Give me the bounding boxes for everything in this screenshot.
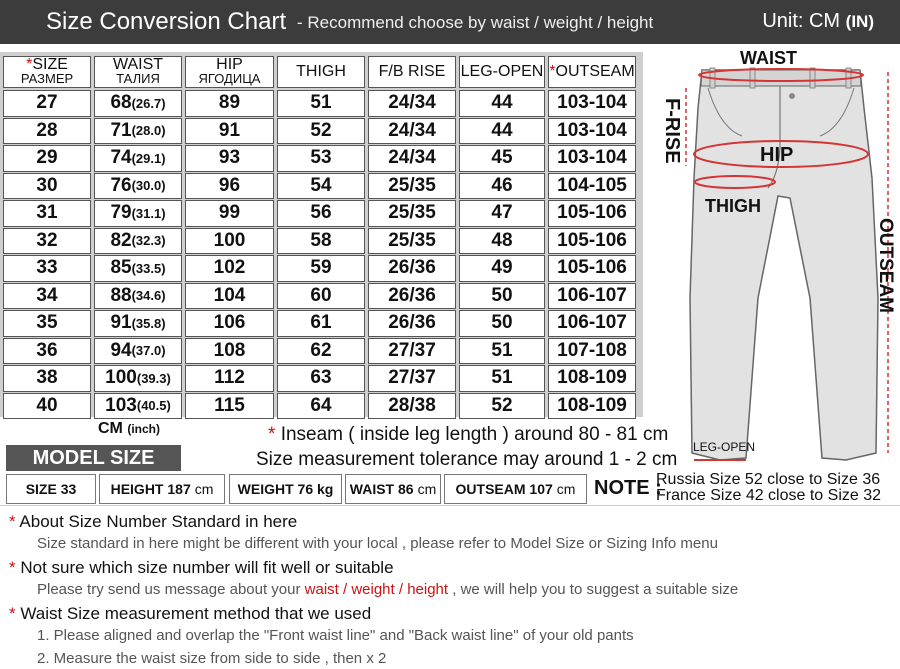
model-size-cell: WAIST 86 cm bbox=[345, 474, 441, 504]
table-cell-waist: 91 (35.8) bbox=[94, 310, 182, 337]
table-cell-outseam: 108-109 bbox=[548, 393, 636, 420]
table-cell-leg: 50 bbox=[459, 283, 545, 310]
table-cell-outseam: 103-104 bbox=[548, 118, 636, 145]
table-cell-rise: 24/34 bbox=[368, 90, 456, 117]
table-cell-rise: 24/34 bbox=[368, 145, 456, 172]
table-cell-outseam: 103-104 bbox=[548, 145, 636, 172]
table-cell-hip: 99 bbox=[185, 200, 274, 227]
table-cell-rise: 27/37 bbox=[368, 338, 456, 365]
table-cell-waist: 88 (34.6) bbox=[94, 283, 182, 310]
table-cell-hip: 91 bbox=[185, 118, 274, 145]
table-cell-hip: 96 bbox=[185, 173, 274, 200]
table-cell-size: 30 bbox=[3, 173, 91, 200]
table-cell-leg: 51 bbox=[459, 338, 545, 365]
model-size-cell: OUTSEAM 107 cm bbox=[444, 474, 587, 504]
table-cell-waist: 79 (31.1) bbox=[94, 200, 182, 227]
table-cell-leg: 46 bbox=[459, 173, 545, 200]
info-item-2-title: * Not sure which size number will fit well or suitable bbox=[9, 558, 394, 577]
header-bar bbox=[0, 0, 900, 44]
table-cell-rise: 26/36 bbox=[368, 283, 456, 310]
table-cell-outseam: 104-105 bbox=[548, 173, 636, 200]
table-cell-leg: 52 bbox=[459, 393, 545, 420]
table-header-cell: *SIZE РАЗМЕР bbox=[3, 56, 91, 88]
table-header-cell: *OUTSEAM bbox=[548, 56, 636, 88]
table-cell-size: 34 bbox=[3, 283, 91, 310]
table-cell-thigh: 64 bbox=[277, 393, 365, 420]
diagram-f-rise: F-RISE bbox=[661, 98, 683, 164]
table-cell-hip: 112 bbox=[185, 365, 274, 392]
table-cell-leg: 48 bbox=[459, 228, 545, 255]
table-cell-size: 36 bbox=[3, 338, 91, 365]
table-cell-hip: 106 bbox=[185, 310, 274, 337]
table-cell-waist: 85 (33.5) bbox=[94, 255, 182, 282]
table-cell-rise: 24/34 bbox=[368, 118, 456, 145]
table-cell-hip: 104 bbox=[185, 283, 274, 310]
info-item-1-title: * About Size Number Standard in here bbox=[9, 512, 298, 531]
table-cell-leg: 50 bbox=[459, 310, 545, 337]
table-cell-hip: 89 bbox=[185, 90, 274, 117]
model-size-cell: SIZE 33 bbox=[6, 474, 96, 504]
diagram-waist: WAIST bbox=[740, 48, 797, 68]
note-russia: Russia Size 52 close to Size 36 bbox=[656, 471, 881, 488]
table-cell-outseam: 105-106 bbox=[548, 200, 636, 227]
table-cell-thigh: 52 bbox=[277, 118, 365, 145]
table-cell-outseam: 106-107 bbox=[548, 310, 636, 337]
diagram-outseam: OUTSEAM bbox=[875, 218, 896, 313]
table-cell-hip: 102 bbox=[185, 255, 274, 282]
table-cell-size: 27 bbox=[3, 90, 91, 117]
table-cell-rise: 27/37 bbox=[368, 365, 456, 392]
model-size-cell: HEIGHT 187 cm bbox=[99, 474, 225, 504]
table-header-cell: LEG-OPEN bbox=[459, 56, 545, 88]
table-cell-leg: 47 bbox=[459, 200, 545, 227]
table-cell-thigh: 58 bbox=[277, 228, 365, 255]
pants-diagram bbox=[650, 48, 900, 504]
table-cell-waist: 76 (30.0) bbox=[94, 173, 182, 200]
table-cell-leg: 44 bbox=[459, 90, 545, 117]
table-cell-rise: 26/36 bbox=[368, 255, 456, 282]
table-cell-rise: 25/35 bbox=[368, 228, 456, 255]
table-cell-size: 29 bbox=[3, 145, 91, 172]
pants-illustration bbox=[650, 48, 900, 504]
table-cell-hip: 100 bbox=[185, 228, 274, 255]
chart-title: Size Conversion Chart bbox=[46, 8, 287, 35]
table-cell-outseam: 108-109 bbox=[548, 365, 636, 392]
table-cell-size: 40 bbox=[3, 393, 91, 420]
table-cell-leg: 45 bbox=[459, 145, 545, 172]
info-item-3-step-1: 1. Please aligned and overlap the "Front waist line" and "Back waist line" of your old pants bbox=[37, 627, 634, 644]
table-header-cell: WAIST ТАЛИЯ bbox=[94, 56, 182, 88]
model-size-title: MODEL SIZE bbox=[6, 445, 181, 471]
table-cell-waist: 100 (39.3) bbox=[94, 365, 182, 392]
diagram-leg-open: LEG-OPEN bbox=[693, 440, 756, 454]
table-cell-outseam: 106-107 bbox=[548, 283, 636, 310]
info-item-3-title: * Waist Size measurement method that we used bbox=[9, 604, 372, 623]
table-cell-size: 28 bbox=[3, 118, 91, 145]
table-cell-rise: 28/38 bbox=[368, 393, 456, 420]
table-cell-rise: 25/35 bbox=[368, 173, 456, 200]
table-header-cell: F/B RISE bbox=[368, 56, 456, 88]
table-cell-size: 35 bbox=[3, 310, 91, 337]
cm-unit-label: CM (inch) bbox=[98, 420, 161, 437]
table-header-cell: THIGH bbox=[277, 56, 365, 88]
info-item-2-text: Please try send us message about your waist / weight / height , we will help you to suggest a suitable size bbox=[37, 581, 739, 598]
unit-label: Unit: CM (IN) bbox=[762, 10, 874, 32]
chart-subtitle: - Recommend choose by waist / weight / height bbox=[297, 13, 654, 32]
model-size-cell: WEIGHT 76 kg bbox=[229, 474, 342, 504]
table-cell-rise: 26/36 bbox=[368, 310, 456, 337]
table-cell-outseam: 103-104 bbox=[548, 90, 636, 117]
table-cell-thigh: 54 bbox=[277, 173, 365, 200]
table-cell-thigh: 63 bbox=[277, 365, 365, 392]
section-divider bbox=[0, 505, 900, 506]
table-cell-waist: 71 (28.0) bbox=[94, 118, 182, 145]
table-cell-waist: 82 (32.3) bbox=[94, 228, 182, 255]
table-cell-outseam: 107-108 bbox=[548, 338, 636, 365]
table-cell-leg: 49 bbox=[459, 255, 545, 282]
note-france: France Size 42 close to Size 32 bbox=[656, 487, 882, 504]
table-cell-leg: 44 bbox=[459, 118, 545, 145]
table-cell-thigh: 53 bbox=[277, 145, 365, 172]
table-cell-rise: 25/35 bbox=[368, 200, 456, 227]
table-cell-thigh: 62 bbox=[277, 338, 365, 365]
table-cell-size: 32 bbox=[3, 228, 91, 255]
table-cell-waist: 68 (26.7) bbox=[94, 90, 182, 117]
table-cell-size: 33 bbox=[3, 255, 91, 282]
inseam-note: * Inseam ( inside leg length ) around 80 - 81 cm bbox=[268, 424, 669, 445]
table-header-cell: HIP ЯГОДИЦА bbox=[185, 56, 274, 88]
table-cell-thigh: 51 bbox=[277, 90, 365, 117]
table-cell-thigh: 56 bbox=[277, 200, 365, 227]
table-cell-size: 31 bbox=[3, 200, 91, 227]
table-cell-thigh: 61 bbox=[277, 310, 365, 337]
tolerance-note: Size measurement tolerance may around 1 - 2 cm bbox=[256, 449, 678, 470]
info-item-1-text: Size standard in here might be different with your local , please refer to Model Size or Sizing Info menu bbox=[37, 535, 718, 552]
size-table bbox=[0, 52, 643, 417]
table-cell-thigh: 59 bbox=[277, 255, 365, 282]
table-cell-hip: 108 bbox=[185, 338, 274, 365]
table-cell-waist: 74 (29.1) bbox=[94, 145, 182, 172]
table-cell-thigh: 60 bbox=[277, 283, 365, 310]
table-cell-waist: 103 (40.5) bbox=[94, 393, 182, 420]
diagram-hip: HIP bbox=[760, 144, 794, 166]
table-cell-outseam: 105-106 bbox=[548, 228, 636, 255]
table-cell-waist: 94 (37.0) bbox=[94, 338, 182, 365]
table-cell-outseam: 105-106 bbox=[548, 255, 636, 282]
table-cell-size: 38 bbox=[3, 365, 91, 392]
table-cell-hip: 115 bbox=[185, 393, 274, 420]
diagram-thigh: THIGH bbox=[705, 196, 761, 216]
info-item-3-step-2: 2. Measure the waist size from side to side , then x 2 bbox=[37, 650, 387, 667]
table-cell-hip: 93 bbox=[185, 145, 274, 172]
note-label: NOTE : bbox=[594, 477, 662, 499]
table-cell-leg: 51 bbox=[459, 365, 545, 392]
